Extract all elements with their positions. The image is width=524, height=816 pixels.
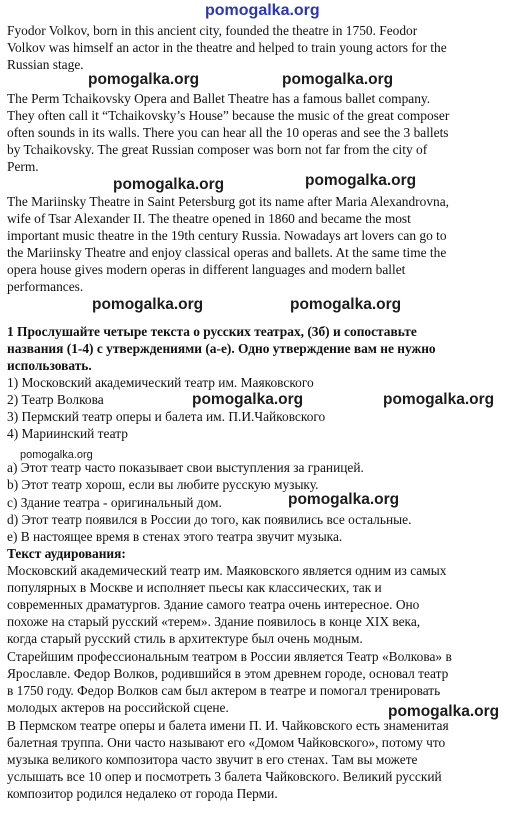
watermark: pomogalka.org xyxy=(113,176,225,193)
transcript-heading: Текст аудирования: xyxy=(7,546,126,561)
list-item: 1) Московский академический театр им. Маяковского xyxy=(7,375,314,390)
task-heading: 1 Прослушайте четыре текста о русских театрах, (3б) и сопоставьте названия (1-4) с утверждениями (a-e). Одно утверждение вам не нужно использовать. xyxy=(7,324,436,374)
watermark: pomogalka.org xyxy=(388,703,500,720)
english-paragraph-3: The Mariinsky Theatre in Saint Petersburg got its name after Maria Alexandrovna, wife of Tsar Alexander II. The theatre opened in 1860 and became the most important music theatre in the 19th century Russia. Nowadays art lovers can go to the Mariinsky Theatre and enjoy classical operas and ballets. At the same time the opera house gives modern operas in different languages and modern ballet performances. xyxy=(7,194,450,295)
watermark: pomogalka.org xyxy=(192,391,304,408)
list-item: d) Этот театр появился в России до того, как появились все остальные. xyxy=(7,512,412,527)
english-paragraph-2: The Perm Tchaikovsky Opera and Ballet Theatre has a famous ballet company. They often call it “Tchaikovsky’s House” because the music of the great composer often sounds in its walls. There you can hear all the 10 operas and see the 3 ballets by Tchaikovsky. The great Russian composer was born not far from the city of Perm. xyxy=(7,91,450,175)
watermark-top: pomogalka.org xyxy=(205,2,320,19)
watermark: pomogalka.org xyxy=(88,71,200,88)
watermark: pomogalka.org xyxy=(383,391,495,408)
transcript-paragraph-1: Московский академический театр им. Маяковского является одним из самых популярных в Москве и исполняет пьесы как классических, так и современных драматургов. Здание самого театра очень интересное. Оно похоже на старый русский «терем». Здание появилось в конце XIX века, когда старый русский стиль в архитектуре был очень модным. xyxy=(7,563,447,647)
watermark: pomogalka.org xyxy=(290,296,402,313)
transcript-paragraph-3: В Пермском театре оперы и балета имени П. И. Чайковского есть знаменитая балетная труппа. Они часто называют его «Домом Чайковского», потому что музыка великого композитора часто звучит в его стенах. Там вы можете услышать все 10 опер и посмотреть 3 балета Чайковского. Великий русский композитор родился недалеко от города Перми. xyxy=(7,718,449,802)
list-item: b) Этот театр хорош, если вы любите русскую музыку. xyxy=(7,477,319,492)
english-paragraph-1: Fyodor Volkov, born in this ancient city, founded the theatre in 1750. Feodor Volkov was himself an actor in the theatre and helped to train young actors for the Russian stage. xyxy=(7,23,447,73)
list-item: c) Здание театра - оригинальный дом. xyxy=(7,495,222,510)
list-item: a) Этот театр часто показывает свои выступления за границей. xyxy=(7,460,364,475)
watermark: pomogalka.org xyxy=(288,491,400,508)
watermark: pomogalka.org xyxy=(282,71,394,88)
list-item: 4) Мариинский театр xyxy=(7,426,128,441)
watermark: pomogalka.org xyxy=(92,296,204,313)
watermark: pomogalka.org xyxy=(20,449,93,461)
list-item: 3) Пермский театр оперы и балета им. П.И.Чайковского xyxy=(7,409,326,424)
watermark: pomogalka.org xyxy=(305,172,417,189)
list-item: 2) Театр Волкова xyxy=(7,392,104,407)
list-item: e) В настоящее время в стенах этого театра звучит музыка. xyxy=(7,529,343,544)
transcript-paragraph-2: Старейшим профессиональным театром в России является Театр «Волкова» в Ярославле. Федор Волков, родившийся в этом древнем городе, основал театр в 1750 году. Федор Волков сам был актером в театре и помогал тренировать молодых актеров на российской сцене. xyxy=(7,649,452,716)
